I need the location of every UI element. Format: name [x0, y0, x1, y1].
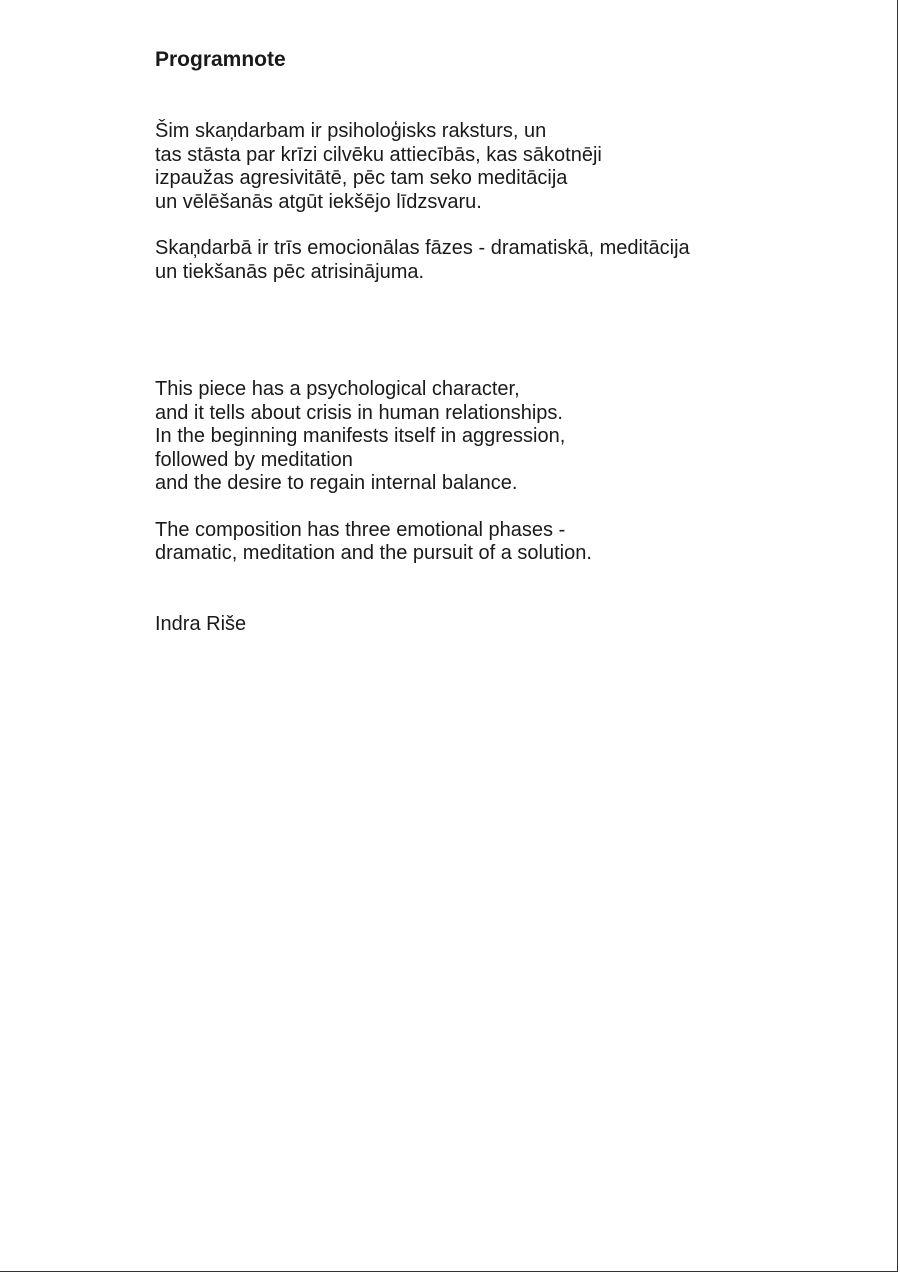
english-paragraph-2: [155, 519, 855, 566]
document-content: [155, 47, 855, 636]
text-line: un tiekšanās pēc atrisinājuma.: [155, 260, 425, 283]
english-paragraph-1: [155, 378, 855, 496]
text-line: This piece has a psychological character,: [155, 378, 520, 400]
document-title: Programnote: [155, 48, 286, 71]
text-line: Šim skaņdarbam ir psiholoģisks raksturs, un: [155, 120, 547, 142]
text-line: Skaņdarbā ir trīs emocionālas fāzes - dramatiskā, meditācija: [155, 237, 690, 259]
author-name: Indra Riše: [155, 612, 247, 635]
text-line: In the beginning manifests itself in aggression,: [155, 425, 566, 447]
text-line: The composition has three emotional phases -: [155, 518, 566, 541]
text-line: followed by meditation: [155, 448, 353, 471]
latvian-paragraph-1: [155, 120, 855, 214]
text-line: and it tells about crisis in human relationships.: [155, 401, 563, 424]
text-line: un vēlēšanās atgūt iekšējo līdzsvaru.: [155, 190, 482, 213]
latvian-paragraph-2: [155, 237, 855, 284]
text-line: and the desire to regain internal balance.: [155, 472, 518, 494]
text-line: izpaužas agresivitātē, pēc tam seko meditācija: [155, 167, 568, 189]
text-line: dramatic, meditation and the pursuit of a solution.: [155, 542, 592, 564]
text-line: tas stāsta par krīzi cilvēku attiecībās, kas sākotnēji: [155, 143, 602, 166]
